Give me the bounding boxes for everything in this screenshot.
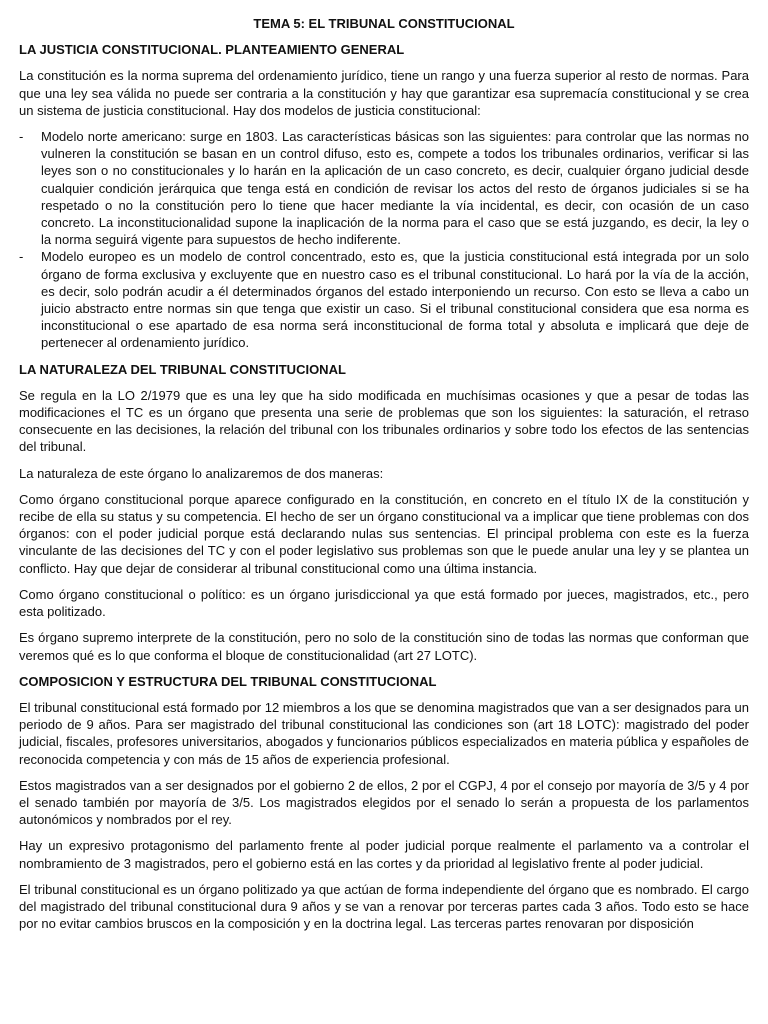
paragraph: El tribunal constitucional está formado por 12 miembros a los que se denomina magistrados que van a ser designados para un periodo de 9 años. Para ser magistrado del tribunal constitucional las condiciones son (art 18 LOTC): magistrado del poder judicial, fiscales, profesores universitarios, abogados y funcionarios públicos especializados en materia pública y españoles de reconocida competencia y con más de 15 años de experiencia profesional. xyxy=(19,699,749,767)
paragraph: El tribunal constitucional es un órgano politizado ya que actúan de forma independiente del órgano que es nombrado. El cargo del magistrado del tribunal constitucional dura 9 años y se van a renovar por terceras partes cada 3 años. Todo esto se hace por no evitar cambios bruscos en la composición y en la doctrina legal. Las terceras partes renovaran por disposición xyxy=(19,881,749,932)
paragraph: Estos magistrados van a ser designados por el gobierno 2 de ellos, 2 por el CGPJ, 4 por el consejo por mayoría de 3/5 y 4 por el senado también por mayoría de 3/5. Los magistrados elegidos por el senado lo serán a propuesta de los parlamentos autonómicos y nombrados por el rey. xyxy=(19,777,749,828)
section-justicia-constitucional xyxy=(19,41,749,351)
bullet-list xyxy=(19,128,749,352)
paragraph: La naturaleza de este órgano lo analizaremos de dos maneras: xyxy=(19,465,384,481)
paragraph: La constitución es la norma suprema del ordenamiento jurídico, tiene un rango y una fuerza superior al resto de normas. Para que una ley sea válida no puede ser contraria a la constitución y hay que garantizar esa supremacía constitucional y se crea un sistema de justicia constitucional. Hay dos modelos de justicia constitucional: xyxy=(19,68,749,118)
section-heading: LA JUSTICIA CONSTITUCIONAL. PLANTEAMIENTO GENERAL xyxy=(19,42,405,58)
bullet-text: Modelo norte americano: surge en 1803. Las características básicas son las siguientes: para controlar que las normas no vulneren la constitución se basan en un control difuso, esto es, compete a todos los tribunales ordinarios, verificar si las leyes son o no constitucionales y lo harán en la aplicación de un caso concreto, es decir, cualquier órgano judicial desde cualquier condición jerárquica que tenga está en condición de revisar los actos del resto de órganos judiciales si se ha respetado o no la constitución pero lo tiene que hacer mediante la vía incidental, es decir, con ocasión de un caso concreto. La inconstitucionalidad supone la inaplicación de la norma para el caso que se está juzgando, es decir, la ley o la norma seguirá vigente para supuestos de hecho indiferente. xyxy=(41,129,749,248)
bullet-marker: - xyxy=(19,249,24,265)
paragraph: Se regula en la LO 2/1979 que es una ley que ha sido modificada en muchísimas ocasiones y que a pesar de todas las modificaciones el TC es un órgano que presenta una serie de problemas que son los siguientes: la saturación, el retraso consecuente en las decisiones, la relación del tribunal con los tribunales ordinarios y sobre todo los efectos de las sentencias del tribunal. xyxy=(19,387,749,455)
bullet-text: Modelo europeo es un modelo de control concentrado, esto es, que la justicia constitucional está integrada por un solo órgano de forma exclusiva y excluyente que en nuestro caso es el tribunal constitucional. Lo hará por la vía de la acción, es decir, solo podrán acudir a él determinados órganos del estado interponiendo un recurso. Con esto se lleva a cabo un juicio abstracto entre normas sin que tenga que existir un caso. Si el tribunal constitucional considera que esa norma es inconstitucional o ese apartado de esa norma será inconstitucional de forma total y absoluta e implicará que deje de pertenecer al ordenamiento jurídico. xyxy=(41,249,749,351)
paragraph: Como órgano constitucional o político: es un órgano jurisdiccional ya que está formado por jueces, magistrados, etc., pero esta politizado. xyxy=(19,586,749,620)
paragraph: Hay un expresivo protagonismo del parlamento frente al poder judicial porque realmente el parlamento va a controlar el nombramiento de 3 magistrados, pero el gobierno está en las cortes y da prioridad al legislativo frente al poder judicial. xyxy=(19,838,749,871)
section-naturaleza-tribunal xyxy=(19,361,749,664)
paragraph: Como órgano constitucional porque aparece configurado en la constitución, en concreto en el título IX de la constitución y recibe de ella su status y su competencia. El hecho de ser un órgano constitucional va a implicar que tiene problemas con dos órganos: con el poder judicial porque está declarando nulas sus sentencias. El principal problema con este es la fuerza vinculante de las decisiones del TC y con el poder legislativo sus problemas son que le puede anular una ley y se plantea un conflicto. Hay que dejar de considerar al tribunal constitucional como una última instancia. xyxy=(19,491,749,576)
document-title: TEMA 5: EL TRIBUNAL CONSTITUCIONAL xyxy=(253,16,515,31)
bullet-marker: - xyxy=(19,129,24,145)
bullet-item-modelo-europeo xyxy=(19,248,749,351)
section-heading: COMPOSICION Y ESTRUCTURA DEL TRIBUNAL CONSTITUCIONAL xyxy=(19,673,437,689)
section-heading: LA NATURALEZA DEL TRIBUNAL CONSTITUCIONAL xyxy=(19,361,346,377)
section-composicion-estructura xyxy=(19,673,749,933)
bullet-item-modelo-norteamericano xyxy=(19,128,749,248)
paragraph: Es órgano supremo interprete de la constitución, pero no solo de la constitución sino de todas las normas que conforman que veremos qué es lo que conforma el bloque de constitucionalidad (art 27 LOTC). xyxy=(19,630,749,663)
